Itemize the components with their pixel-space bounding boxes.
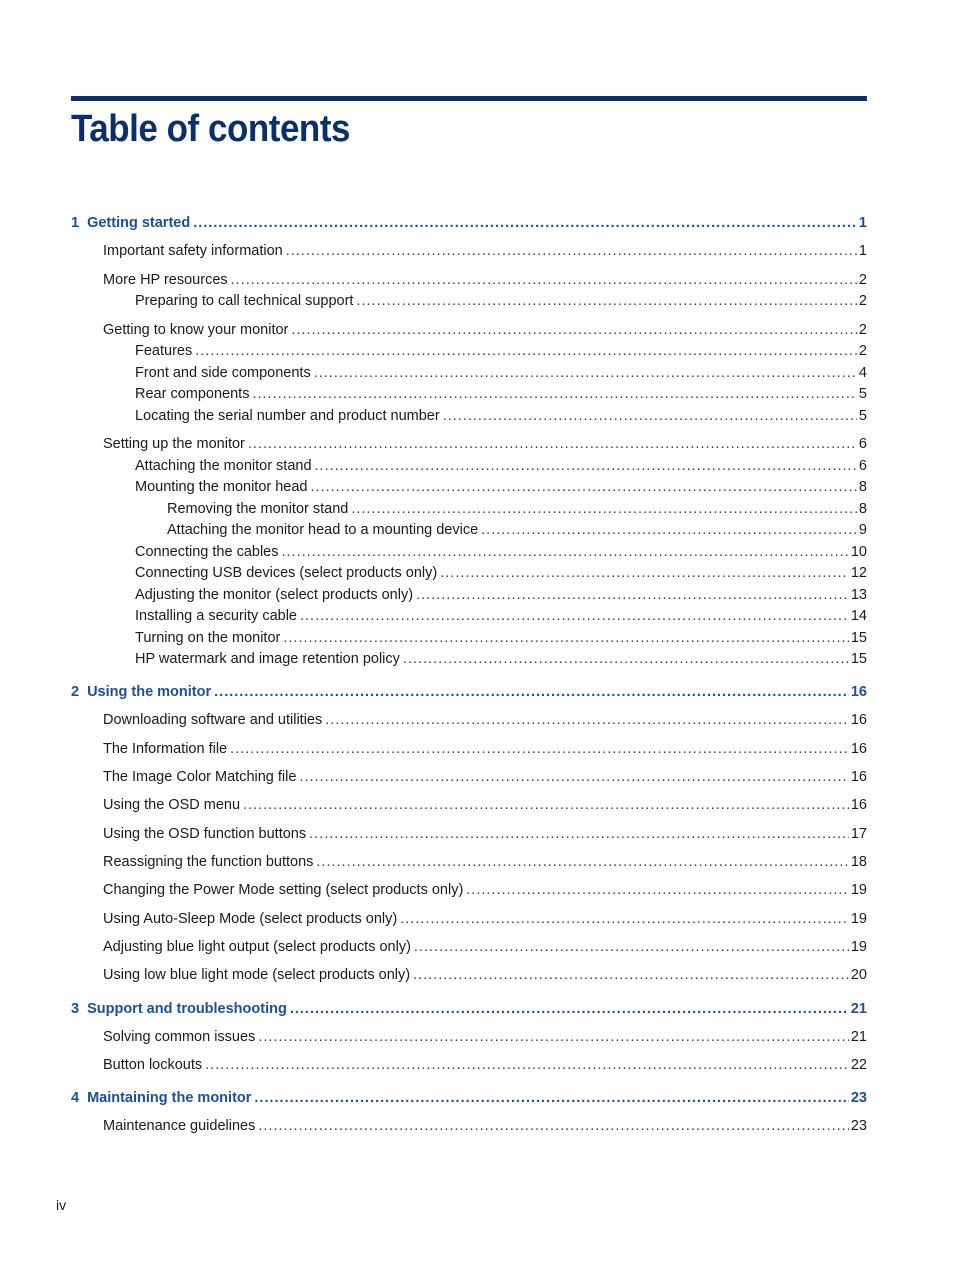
toc-entry[interactable] (103, 853, 867, 871)
toc-entry[interactable] (103, 740, 867, 758)
dot-leader (299, 768, 848, 786)
toc-entry-label (135, 364, 314, 382)
dot-leader (466, 881, 849, 899)
toc-entry-label (135, 586, 416, 604)
toc-entry[interactable] (103, 242, 867, 260)
toc-page-number: 19 (850, 911, 867, 927)
toc-entry-text: Downloading software and utilities (103, 712, 323, 728)
toc-entry[interactable] (135, 457, 867, 475)
toc-entry-text: Connecting the cables (135, 544, 279, 560)
toc-page-number: 16 (850, 769, 867, 785)
toc-entry-text: Preparing to call technical support (135, 293, 354, 309)
toc-entry-text: Using Auto-Sleep Mode (select products only) (103, 911, 398, 927)
toc-page-number: 18 (850, 854, 867, 870)
chapter-number: 1 (71, 215, 80, 231)
toc-entry-label (103, 1117, 258, 1135)
toc-entry-label (167, 500, 351, 518)
toc-entry[interactable] (103, 938, 867, 956)
dot-leader (230, 740, 849, 758)
toc-entry[interactable] (103, 1028, 867, 1046)
toc-page-number: 20 (850, 967, 867, 983)
dot-leader (195, 342, 857, 360)
toc-entry[interactable] (135, 292, 867, 310)
toc-entry[interactable] (103, 711, 867, 729)
toc-entry-label (167, 521, 481, 539)
dot-leader (316, 853, 848, 871)
toc-entry[interactable] (135, 586, 867, 604)
dot-leader (481, 521, 857, 539)
dot-leader (214, 683, 849, 701)
toc-entry[interactable] (103, 796, 867, 814)
toc-entry-label (135, 292, 356, 310)
toc-page-number: 6 (858, 458, 867, 474)
dot-leader (351, 500, 857, 518)
toc-entry[interactable] (103, 881, 867, 899)
toc-chapter-entry[interactable] (71, 683, 867, 701)
toc-entry-text: Locating the serial number and product number (135, 408, 440, 424)
toc-entry-label (103, 1056, 205, 1074)
toc-entry-label (103, 853, 316, 871)
dot-leader (258, 1117, 849, 1135)
toc-page-number: 16 (850, 712, 867, 728)
toc-entry-text: The Information file (103, 741, 228, 757)
toc-page-number: 6 (858, 436, 867, 452)
toc-entry[interactable] (103, 966, 867, 984)
dot-leader (231, 271, 857, 289)
toc-page-number: 23 (850, 1090, 867, 1106)
toc-entry-label (135, 457, 315, 475)
toc-entry-text: HP watermark and image retention policy (135, 651, 400, 667)
toc-entry-label (103, 796, 243, 814)
toc-entry-text: Using the OSD menu (103, 797, 241, 813)
toc-entry-text: Support and troubleshooting (87, 1001, 287, 1017)
toc-entry-text: Mounting the monitor head (135, 479, 308, 495)
toc-page-number: 16 (850, 797, 867, 813)
toc-entry[interactable] (103, 910, 867, 928)
toc-page-number: 13 (850, 587, 867, 603)
toc-entry[interactable] (135, 629, 867, 647)
toc-entry-label (103, 321, 291, 339)
toc-entry[interactable] (135, 650, 867, 668)
toc-page-number: 1 (858, 243, 867, 259)
toc-entry-text: Reassigning the function buttons (103, 854, 314, 870)
toc-entry[interactable] (103, 1117, 867, 1135)
toc-page-number: 5 (858, 386, 867, 402)
toc-chapter-entry[interactable] (71, 1089, 867, 1107)
toc-page-number: 9 (858, 522, 867, 538)
toc-page-number: 21 (850, 1001, 867, 1017)
toc-page-number: 16 (850, 684, 867, 700)
toc-entry-text: Maintaining the monitor (87, 1090, 252, 1106)
toc-entry-text: Adjusting blue light output (select products only) (103, 939, 411, 955)
dot-leader (286, 242, 857, 260)
toc-entry-text: Changing the Power Mode setting (select products only) (103, 882, 464, 898)
toc-entry-text: Turning on the monitor (135, 630, 281, 646)
toc-entry[interactable] (103, 1056, 867, 1074)
chapter-number: 3 (71, 1001, 80, 1017)
toc-page-number: 8 (858, 479, 867, 495)
toc-page-number: 19 (850, 939, 867, 955)
toc-entry-label (103, 435, 248, 453)
toc-entry[interactable] (167, 521, 867, 539)
toc-entry-label (135, 385, 252, 403)
dot-leader (243, 796, 849, 814)
toc-entry-text: Using the OSD function buttons (103, 826, 307, 842)
toc-entry[interactable] (103, 321, 867, 339)
toc-page-number: 10 (850, 544, 867, 560)
dot-leader (403, 650, 849, 668)
toc-page-number: 2 (858, 322, 867, 338)
toc-entry-text: Features (135, 343, 193, 359)
dot-leader (252, 385, 856, 403)
toc-entry-label (103, 768, 299, 786)
toc-entry-label (135, 543, 282, 561)
toc-page-number: 2 (858, 343, 867, 359)
toc-entry[interactable] (135, 564, 867, 582)
dot-leader (290, 1000, 849, 1018)
dot-leader (205, 1056, 849, 1074)
footer-page-number: iv (56, 1197, 67, 1213)
dot-leader (325, 711, 849, 729)
toc-page-number: 4 (858, 365, 867, 381)
toc-entry-text: Solving common issues (103, 1029, 256, 1045)
toc-entry-text: Setting up the monitor (103, 436, 245, 452)
toc-entry-label (103, 242, 286, 260)
toc-entry-label (103, 910, 400, 928)
page-title: Table of contents (71, 108, 351, 150)
toc-entry-text: Important safety information (103, 243, 283, 259)
toc-entry-text: Installing a security cable (135, 608, 297, 624)
toc-entry[interactable] (103, 768, 867, 786)
toc-entry-label (71, 683, 214, 701)
toc-page-number: 15 (850, 651, 867, 667)
toc-page-number: 16 (850, 741, 867, 757)
toc-entry-label (71, 214, 193, 232)
dot-leader (282, 543, 849, 561)
toc-entry-label (135, 342, 195, 360)
dot-leader (248, 435, 857, 453)
toc-entry-label (103, 825, 309, 843)
toc-page-number: 22 (850, 1057, 867, 1073)
toc-entry[interactable] (135, 478, 867, 496)
toc-entry-label (135, 607, 300, 625)
toc-entry-text: Front and side components (135, 365, 311, 381)
toc-entry-text: Rear components (135, 386, 250, 402)
dot-leader (315, 457, 857, 475)
toc-entry-label (103, 711, 325, 729)
dot-leader (416, 586, 849, 604)
chapter-number: 2 (71, 684, 80, 700)
toc-entry[interactable] (135, 407, 867, 425)
toc-entry[interactable] (135, 364, 867, 382)
toc-page-number: 14 (850, 608, 867, 624)
toc-entry-label (103, 271, 231, 289)
toc-entry[interactable] (103, 825, 867, 843)
dot-leader (440, 564, 849, 582)
toc-entry-label (71, 1089, 254, 1107)
toc-entry-label (103, 966, 413, 984)
toc-entry-label (135, 650, 403, 668)
toc-page-number: 17 (850, 826, 867, 842)
toc-entry-text: Connecting USB devices (select products only) (135, 565, 438, 581)
toc-chapter-entry[interactable] (71, 214, 867, 232)
dot-leader (414, 938, 849, 956)
dot-leader (258, 1028, 849, 1046)
toc-entry[interactable] (103, 435, 867, 453)
toc-entry-text: Attaching the monitor head to a mounting device (167, 522, 479, 538)
dot-leader (291, 321, 857, 339)
dot-leader (283, 629, 849, 647)
toc-page-number: 2 (858, 293, 867, 309)
toc-entry-label (135, 478, 311, 496)
dot-leader (443, 407, 857, 425)
toc-entry-text: Button lockouts (103, 1057, 203, 1073)
toc-entry-text: Getting started (87, 215, 191, 231)
toc-entry-text: The Image Color Matching file (103, 769, 297, 785)
toc-entry-text: More HP resources (103, 272, 228, 288)
toc-entry-label (135, 564, 440, 582)
chapter-number: 4 (71, 1090, 80, 1106)
toc-entry[interactable] (135, 607, 867, 625)
toc-chapter-entry[interactable] (71, 1000, 867, 1018)
toc-entry[interactable] (135, 342, 867, 360)
dot-leader (193, 214, 857, 232)
toc-page-number: 21 (850, 1029, 867, 1045)
toc-entry-label (103, 881, 466, 899)
toc-page-number: 12 (850, 565, 867, 581)
toc-entry-text: Using low blue light mode (select products only) (103, 967, 411, 983)
toc-entry[interactable] (135, 385, 867, 403)
toc-entry-label (135, 629, 283, 647)
toc-page-number: 8 (858, 501, 867, 517)
toc-entry-text: Maintenance guidelines (103, 1118, 256, 1134)
toc-entry-text: Removing the monitor stand (167, 501, 349, 517)
toc-page-number: 23 (850, 1118, 867, 1134)
toc-entry-text: Using the monitor (87, 684, 212, 700)
toc-entry-text: Attaching the monitor stand (135, 458, 312, 474)
dot-leader (311, 478, 857, 496)
dot-leader (413, 966, 849, 984)
dot-leader (400, 910, 849, 928)
toc-entry-label (71, 1000, 290, 1018)
toc-entry-text: Getting to know your monitor (103, 322, 289, 338)
dot-leader (356, 292, 856, 310)
dot-leader (314, 364, 857, 382)
toc-page-number: 19 (850, 882, 867, 898)
toc-entry-label (103, 1028, 258, 1046)
toc-entry-label (135, 407, 443, 425)
toc-entry[interactable] (135, 543, 867, 561)
dot-leader (300, 607, 849, 625)
toc-page-number: 2 (858, 272, 867, 288)
dot-leader (309, 825, 849, 843)
toc-entry-label (103, 938, 414, 956)
toc-page-number: 15 (850, 630, 867, 646)
toc-page-number: 5 (858, 408, 867, 424)
toc-entry[interactable] (167, 500, 867, 518)
toc-entry-text: Adjusting the monitor (select products only) (135, 587, 414, 603)
dot-leader (254, 1089, 848, 1107)
toc-page-number: 1 (858, 215, 867, 231)
toc-entry-label (103, 740, 230, 758)
toc-entry[interactable] (103, 271, 867, 289)
